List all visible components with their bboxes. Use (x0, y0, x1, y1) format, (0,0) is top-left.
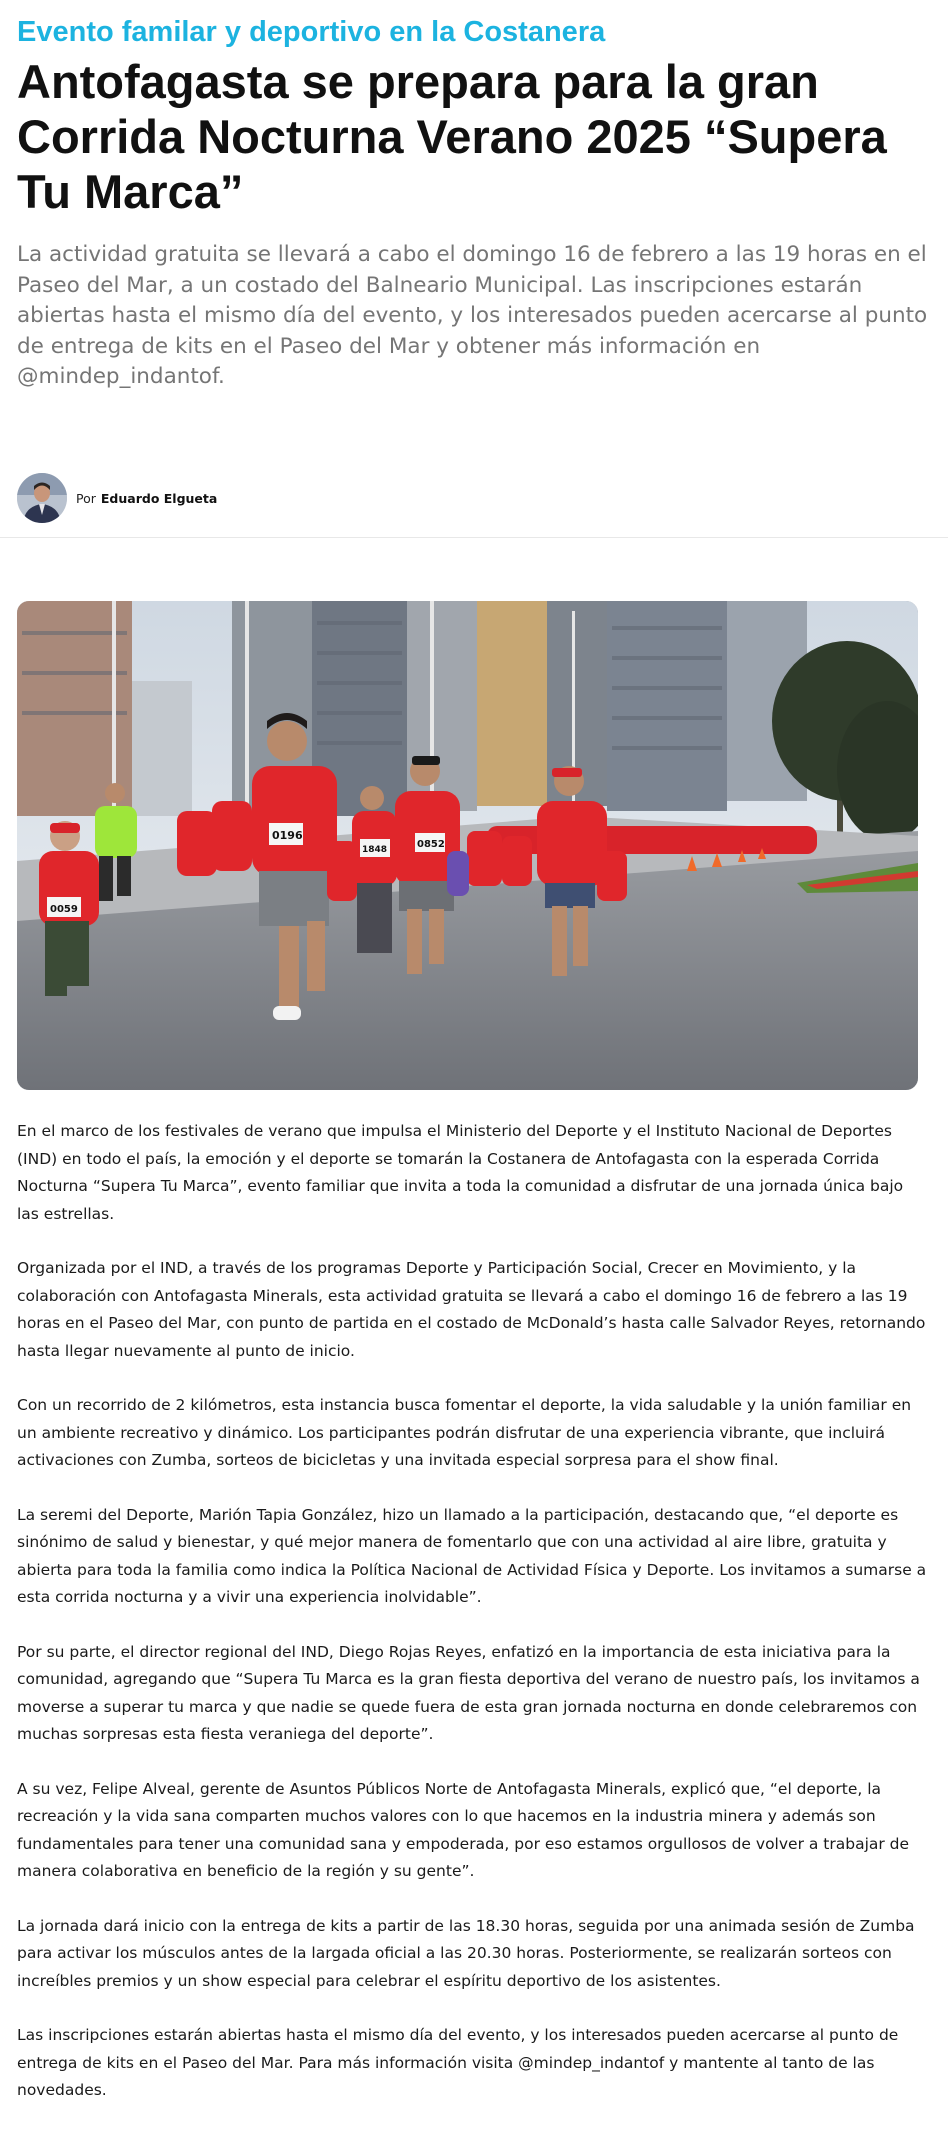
body-paragraph: Con un recorrido de 2 kilómetros, esta instancia busca fomentar el deporte, la vida saludable y la unión familiar en un ambiente recreativo y dinámico. Los participantes podrán disfrutar de una experiencia vibrante, que incluirá activaciones con Zumba, sorteos de bicicletas y una invitada especial sorpresa para el show final. (17, 1396, 912, 1469)
article-lede: La actividad gratuita se llevará a cabo el domingo 16 de febrero a las 19 horas en el Paseo del Mar, a un costado del Balneario Municipal. Las inscripciones estarán abiertas hasta el mismo día del evento, y los interesados pueden acercarse al punto de entrega de kits en el Paseo del Mar y obtener más información en @mindep_indantof. (17, 242, 928, 389)
byline-prefix: Por (76, 490, 96, 506)
bib-number: 1848 (362, 845, 388, 855)
body-paragraph: Por su parte, el director regional del IND, Diego Rojas Reyes, enfatizó en la importancia de esta iniciativa para la comunidad, agregando que “Supera Tu Marca es la gran fiesta deportiva del verano de nuestro país, los invitamos a moverse a superar tu marca y que nadie se quede fuera de esta gran jornada nocturna en donde celebraremos con muchas sorpresas esta fiesta veraniega del deporte”. (17, 1642, 920, 1743)
body-paragraph: Organizada por el IND, a través de los programas Deporte y Participación Social, Crecer en Movimiento, y la colaboración con Antofagasta Minerals, esta actividad gratuita se llevará a cabo el domingo 16 de febrero a las 19 horas en el Paseo del Mar, con punto de partida en el costado de McDonald’s hasta calle Salvador Reyes, retornando hasta llegar nuevamente al punto de inicio. (17, 1259, 926, 1360)
hero-image (17, 601, 918, 1090)
article-headline: Antofagasta se prepara para la gran Corrida Nocturna Verano 2025 “Supera Tu Marca” (17, 55, 887, 218)
body-paragraph: A su vez, Felipe Alveal, gerente de Asuntos Públicos Norte de Antofagasta Minerals, explicó que, “el deporte, la recreación y la vida sana comparten muchos valores con lo que hacemos en la industria minera y además son fundamentales para tener una comunidad sana y empoderada, por eso estamos orgullosos de volver a trabajar de manera colaborativa en beneficio de la región y su gente”. (17, 1779, 910, 1880)
article-body (17, 1118, 927, 2132)
body-paragraph: La jornada dará inicio con la entrega de kits a partir de las 18.30 horas, seguida por una animada sesión de Zumba para activar los músculos antes de la largada oficial a las 20.30 horas. Posteriormente, se realizarán sorteos con increíbles premios y un show especial para celebrar el espíritu deportivo de los asistentes. (17, 1916, 915, 1990)
article-kicker: Evento familar y deportivo en la Costanera (17, 16, 606, 48)
body-paragraph: En el marco de los festivales de verano que impulsa el Ministerio del Deporte y el Instituto Nacional de Deportes (IND) en todo el país, la emoción y el deporte se tomarán la Costanera de Antofagasta con la esperada Corrida Nocturna “Supera Tu Marca”, evento familiar que invita a toda la comunidad a disfrutar de una jornada única bajo las estrellas. (17, 1122, 904, 1223)
bib-number: 0196 (272, 829, 303, 842)
author-name-link[interactable]: Eduardo Elgueta (100, 490, 218, 506)
divider (0, 537, 948, 538)
body-paragraph: Las inscripciones estarán abiertas hasta el mismo día del evento, y los interesados pueden acercarse al punto de entrega de kits en el Paseo del Mar. Para más información visita @mindep_indantof y mantente al tanto de las novedades. (17, 2026, 899, 2099)
body-paragraph: La seremi del Deporte, Marión Tapia González, hizo un llamado a la participación, destacando que, “el deporte es sinónimo de salud y bienestar, y qué mejor manera de fomentarlo que con una actividad al aire libre, gratuita y abierta para toda la familia como indica la Política Nacional de Actividad Física y Deporte. Los invitamos a sumarse a esta corrida nocturna y a vivir una experiencia inolvidable”. (17, 1505, 927, 1606)
author-avatar[interactable] (17, 473, 67, 523)
bib-number: 0059 (50, 904, 78, 915)
byline (17, 473, 217, 523)
bib-number: 0852 (417, 839, 445, 850)
